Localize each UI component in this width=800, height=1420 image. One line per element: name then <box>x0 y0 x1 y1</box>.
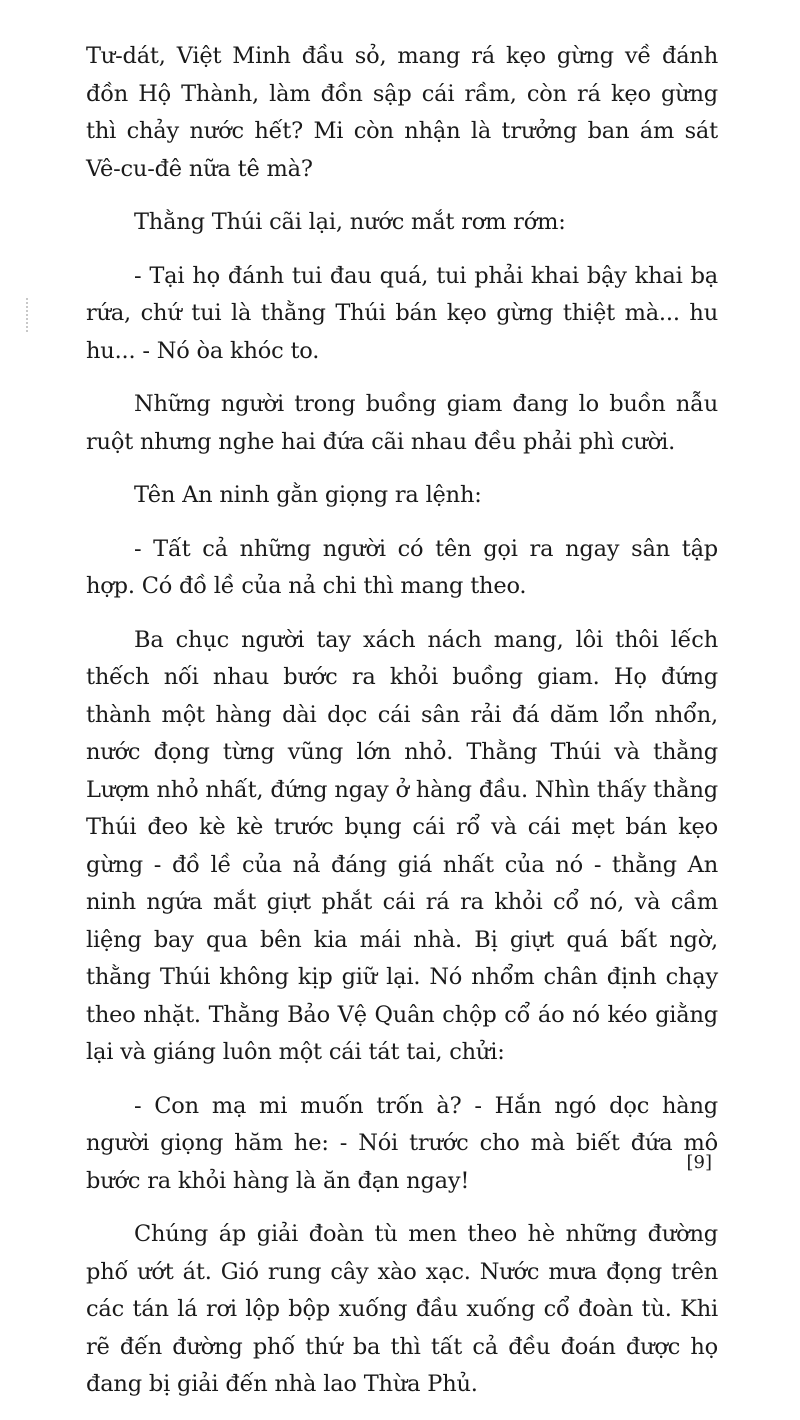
margin-marks <box>26 298 32 332</box>
page-number: [9] <box>686 1152 712 1173</box>
paragraph-7: Ba chục người tay xách nách mang, lôi thôi lếch thếch nối nhau bước ra khỏi buồng giam. Họ đứng thành một hàng dài dọc cái sân rải đá dăm lổn nhổn, nước đọng từng vũng lớn nhỏ. Thằng Thúi và thằng Lượm nhỏ nhất, đứng ngay ở hàng đầu. Nhìn thấy thằng Thúi đeo kè kè trước bụng cái rổ và cái mẹt bán kẹo gừng - đồ lề của nả đáng giá nhất của nó - thằng An ninh ngứa mắt giựt phắt cái rá ra khỏi cổ nó, và cầm liệng bay qua bên kia mái nhà. Bị giựt quá bất ngờ, thằng Thúi không kịp giữ lại. Nó nhổm chân định chạy theo nhặt. Thằng Bảo Vệ Quân chộp cổ áo nó kéo giằng lại và giáng luôn một cái tát tai, chửi: <box>86 626 718 1065</box>
paragraph-4: Những người trong buồng giam đang lo buồn nẫu ruột nhưng nghe hai đứa cãi nhau đều phải phì cười. <box>86 391 718 455</box>
paragraph-8: - Con mạ mi muốn trốn à? - Hắn ngó dọc hàng người giọng hăm he: - Nói trước cho mà biết đứa mô bước ra khỏi hàng là ăn đạn ngay! <box>86 1092 718 1194</box>
paragraph-2: Thằng Thúi cãi lại, nước mắt rơm rớm: <box>134 209 566 235</box>
paragraph-3: - Tại họ đánh tui đau quá, tui phải khai bậy khai bạ rứa, chứ tui là thằng Thúi bán kẹo gừng thiệt mà... hu hu... - Nó òa khóc to. <box>86 262 718 364</box>
page-body <box>86 38 718 1420</box>
paragraph-1: Tư-dát, Việt Minh đầu sỏ, mang rá kẹo gừng về đánh đồn Hộ Thành, làm đồn sập cái rầm, còn rá kẹo gừng thì chảy nước hết? Mi còn nhận là trưởng ban ám sát Vê-cu-đê nữa tê mà? <box>86 43 718 182</box>
paragraph-6: - Tất cả những người có tên gọi ra ngay sân tập hợp. Có đồ lề của nả chi thì mang theo. <box>86 535 718 599</box>
paragraph-5: Tên An ninh gằn giọng ra lệnh: <box>134 482 482 508</box>
paragraph-9: Chúng áp giải đoàn tù men theo hè những đường phố ướt át. Gió rung cây xào xạc. Nước mưa đọng trên các tán lá rơi lộp bộp xuống đầu xuống cổ đoàn tù. Khi rẽ đến đường phố thứ ba thì tất cả đều đoán được họ đang bị giải đến nhà lao Thừa Phủ. <box>86 1221 718 1397</box>
